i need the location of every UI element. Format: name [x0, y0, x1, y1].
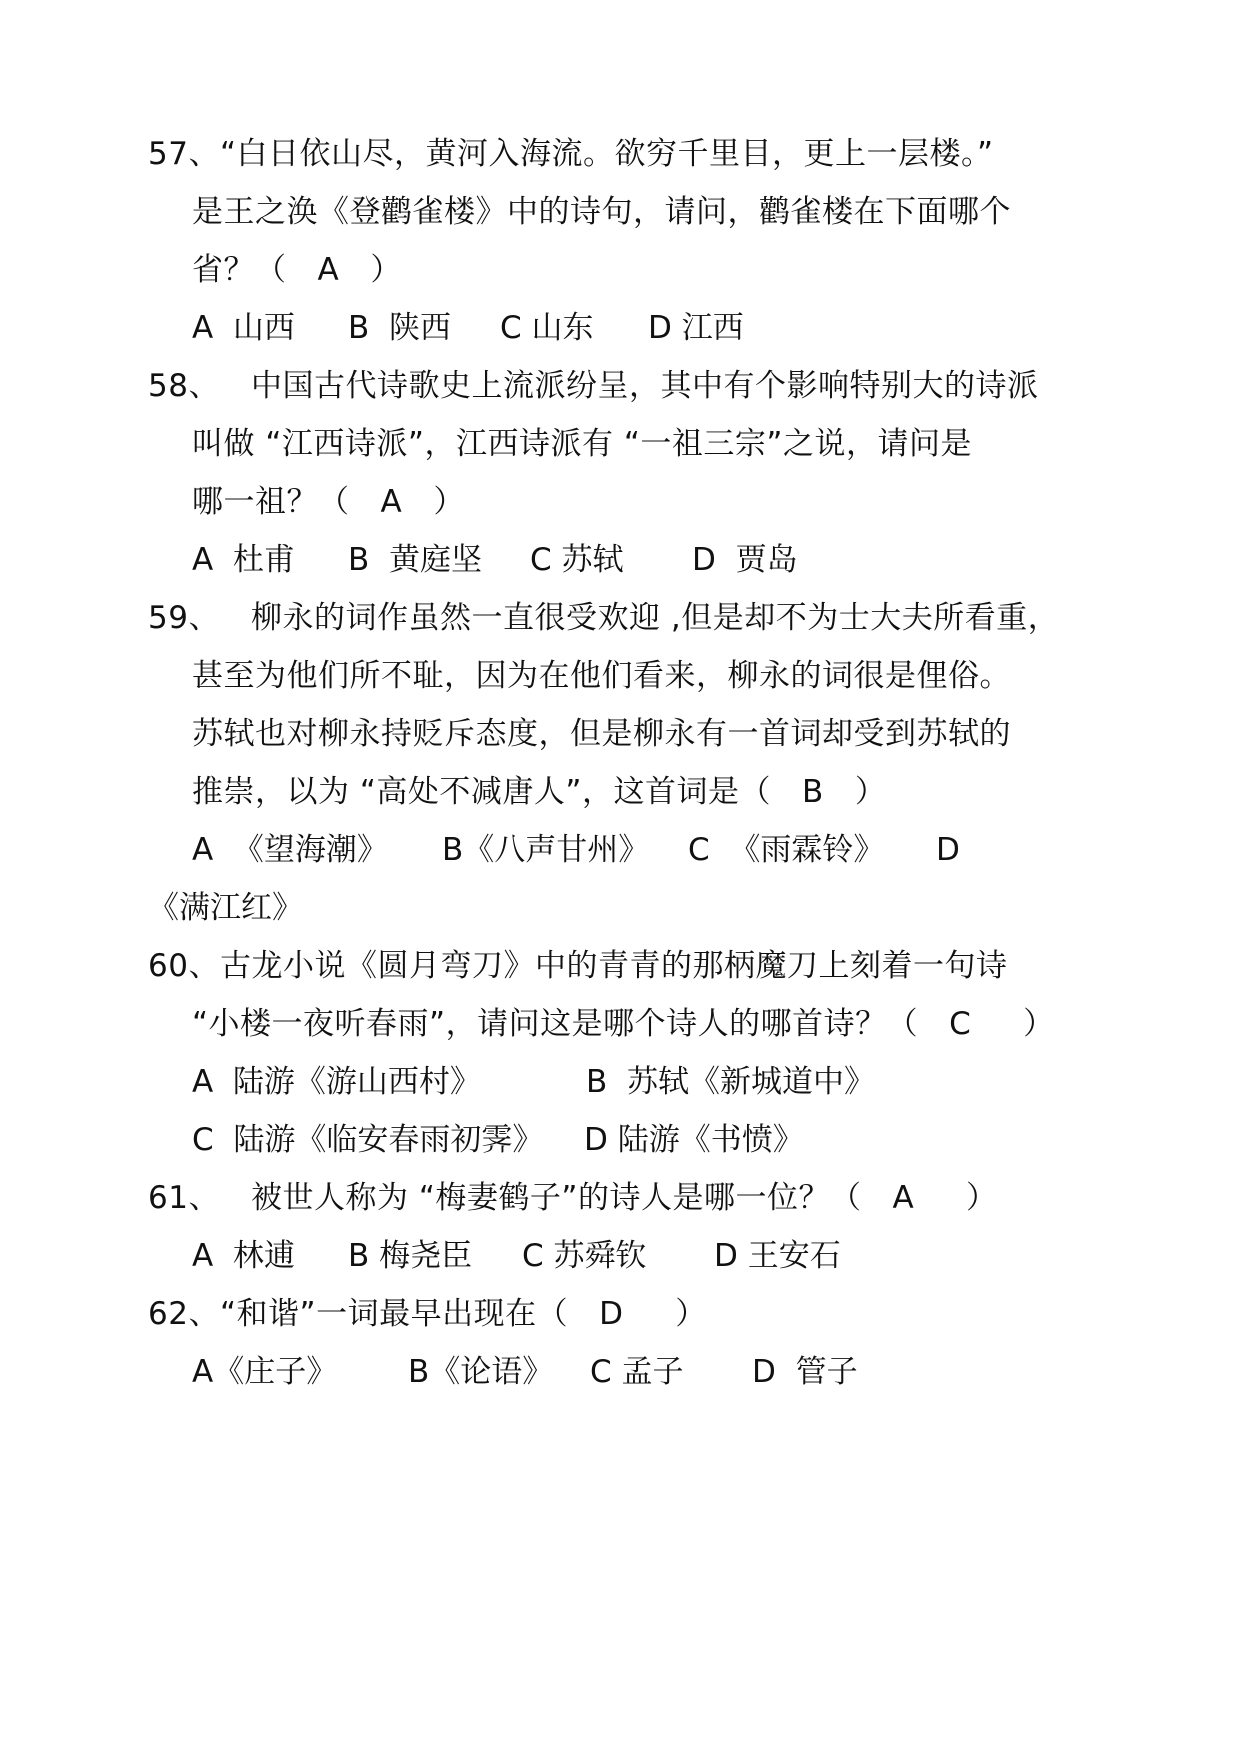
option-c: C 孟子	[590, 1354, 684, 1390]
option-d: D 王安石	[714, 1238, 841, 1274]
question-text-line: 60、古龙小说《圆月弯刀》中的青青的那柄魔刀上刻着一句诗	[148, 948, 1008, 984]
question-text-line: 58、 中国古代诗歌史上流派纷呈，其中有个影响特别大的诗派	[148, 368, 1039, 404]
question-text-line: “小楼一夜听春雨”，请问这是哪个诗人的哪首诗？（ C ）	[192, 1006, 1055, 1042]
question-text-line: 哪一祖？（ A ）	[192, 484, 465, 520]
question-text-line: 62、“和谐”一词最早出现在（ D ）	[148, 1296, 707, 1332]
question-text-line: 叫做 “江西诗派”，江西诗派有 “一祖三宗”之说，请问是	[192, 426, 972, 462]
option-b: B 苏轼《新城道中》	[586, 1064, 875, 1100]
question-text-line: 57、“白日依山尽，黄河入海流。欲穷千里目，更上一层楼。”	[148, 136, 994, 172]
option-d-wrap: 《满江红》	[148, 890, 303, 926]
option-d: D 贾岛	[692, 542, 798, 578]
option-a: A 林逋	[192, 1238, 295, 1274]
option-d: D	[936, 832, 960, 868]
option-b: B《八声甘州》	[442, 832, 650, 868]
question-text-line: 省？（ A ）	[192, 252, 402, 288]
option-c: C 陆游《临安春雨初霁》	[192, 1122, 544, 1158]
option-a: A 杜甫	[192, 542, 295, 578]
option-b: B 梅尧臣	[348, 1238, 473, 1274]
option-b: B《论语》	[408, 1354, 554, 1390]
option-d: D 江西	[648, 310, 744, 346]
question-text-line: 是王之涣《登鹳雀楼》中的诗句，请问，鹳雀楼在下面哪个	[192, 194, 1011, 230]
option-b: B 黄庭坚	[348, 542, 482, 578]
option-c: C 苏舜钦	[522, 1238, 647, 1274]
option-c: C 《雨霖铃》	[688, 832, 885, 868]
option-d: D 管子	[752, 1354, 858, 1390]
option-b: B 陕西	[348, 310, 451, 346]
question-text-line: 苏轼也对柳永持贬斥态度，但是柳永有一首词却受到苏轼的	[192, 716, 1011, 752]
question-text-line: 推崇，以为 “高处不减唐人”，这首词是（ B ）	[192, 774, 887, 810]
option-a: A《庄子》	[192, 1354, 338, 1390]
question-text-line: 61、 被世人称为 “梅妻鹤子”的诗人是哪一位？（ A ）	[148, 1180, 998, 1216]
option-a: A 山西	[192, 310, 295, 346]
question-text-line: 59、 柳永的词作虽然一直很受欢迎 ,但是却不为士大夫所看重，	[148, 600, 1060, 636]
option-c: C 苏轼	[530, 542, 624, 578]
option-d: D 陆游《书愤》	[584, 1122, 804, 1158]
option-a: A 陆游《游山西村》	[192, 1064, 481, 1100]
question-text-line: 甚至为他们所不耻，因为在他们看来，柳永的词很是俚俗。	[192, 658, 1011, 694]
option-c: C 山东	[500, 310, 594, 346]
option-a: A 《望海潮》	[192, 832, 388, 868]
